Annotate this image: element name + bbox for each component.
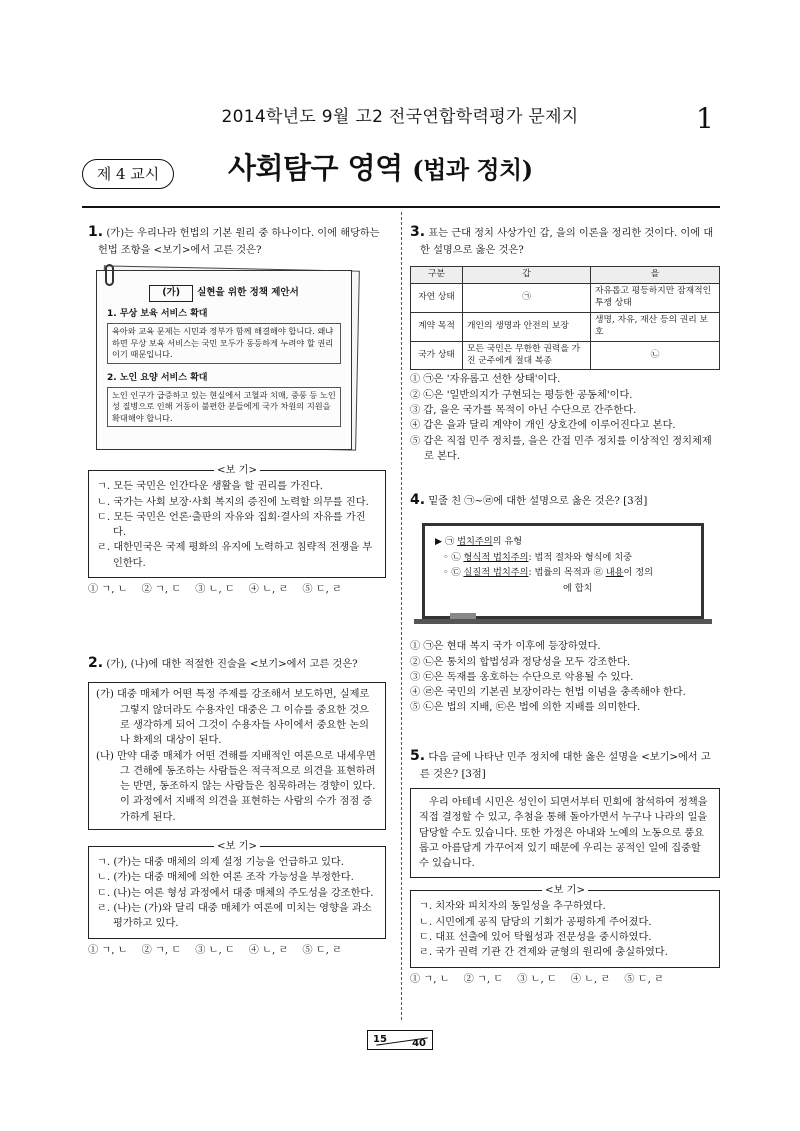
q4-options xyxy=(410,639,720,715)
proposal-label-ga: (가) xyxy=(149,285,193,301)
subject-name: 사회탐구 영역 xyxy=(228,151,403,185)
board-line-2: ◦ ㉡ 형식적 법치주의: 법적 절차와 형식에 치중 xyxy=(443,551,633,563)
table-header-row xyxy=(411,267,720,284)
exam-title: 2014학년도 9월 고2 전국연합학력평가 문제지 xyxy=(221,107,579,127)
q2-choice-5[interactable]: ⑤ ㄷ, ㄹ xyxy=(302,944,342,956)
q5-choice-1[interactable]: ① ㄱ, ㄴ xyxy=(410,973,450,985)
q1-choice-1[interactable]: ① ㄱ, ㄴ xyxy=(88,584,128,596)
q5-bogi-title: <보 기> xyxy=(411,883,719,898)
subject-title xyxy=(228,147,533,191)
q4-option-1[interactable]: ① ㉠은 현대 복지 국가 이후에 등장하였다. xyxy=(410,641,601,653)
question-3-stem xyxy=(410,222,720,258)
question-2-stem xyxy=(88,653,386,674)
q5-choice-3[interactable]: ③ ㄴ, ㄷ xyxy=(517,973,557,985)
board-line-4: 에 합치 xyxy=(563,583,593,595)
column-divider xyxy=(401,212,402,1020)
q2-passage-na: (나) 만약 대중 매체가 어떤 견해를 지배적인 여론으로 내세우면 그 견해에 동조하는 사람들은 적극적으로 의견을 표현하려는 반면, 동조하지 않는 사람들은 침묵하려는 경향이 있다. 이 과정에서 지배적 의견을 표현하는 사람의 수가 점점 증가하게 된다. xyxy=(96,750,376,823)
question-5-text: 다음 글에 나타난 민주 정치에 대한 옳은 설명을 <보기>에서 고른 것은? [3점] xyxy=(420,751,711,780)
q5-bogi-box xyxy=(410,885,720,967)
table-row xyxy=(411,312,720,341)
question-4-stem xyxy=(410,490,720,511)
q2-choices xyxy=(88,943,386,958)
question-4-text: 밑줄 친 ㉠~㉣에 대한 설명으로 옳은 것은? [3점] xyxy=(428,496,648,508)
sheet-front xyxy=(96,270,352,450)
q4-option-4[interactable]: ④ ㉣은 국민의 기본권 보장이라는 헌법 이념을 충족해야 한다. xyxy=(410,687,686,699)
table-header-cell: 갑 xyxy=(463,267,591,284)
question-4 xyxy=(410,490,720,715)
question-3-number: 3. xyxy=(410,224,426,240)
section-1-body: 육아와 교육 문제는 시민과 정부가 함께 해결해야 합니다. 왜냐하면 무상 보육 서비스는 국민 모두가 동등하게 누려야 할 권리이기 때문입니다. xyxy=(107,323,341,363)
table-cell: 자유롭고 평등하지만 잠재적인 투쟁 상태 xyxy=(591,284,720,313)
q2-bogi-item: ㄹ. (나)는 (가)와 달리 대중 매체가 여론에 미치는 영향을 과소평가하고 있다. xyxy=(97,902,372,930)
board-ledge xyxy=(414,619,712,624)
blackboard xyxy=(422,523,704,619)
question-3-text: 표는 근대 정치 사상가인 갑, 을의 이론을 정리한 것이다. 이에 대한 설명으로 옳은 것은? xyxy=(420,228,714,256)
q1-bogi-item: ㄱ. 모든 국민은 인간다운 생활을 할 권리를 가진다. xyxy=(97,481,323,493)
q2-bogi-title: <보 기> xyxy=(89,839,385,854)
q4-option-5[interactable]: ⑤ ㉡은 법의 지배, ㉢은 법에 의한 지배를 의미한다. xyxy=(410,702,641,714)
table-row xyxy=(411,341,720,370)
q5-choice-4[interactable]: ④ ㄴ, ㄹ xyxy=(570,973,611,985)
question-5 xyxy=(410,746,720,987)
table-cell: 생명, 자유, 재산 등의 권리 보호 xyxy=(591,312,720,341)
q2-choice-4[interactable]: ④ ㄴ, ㄹ xyxy=(248,944,289,956)
table-header-cell: 을 xyxy=(591,267,720,284)
q1-bogi-title: <보 기> xyxy=(89,463,385,478)
q2-bogi-box xyxy=(88,841,386,938)
q1-choice-2[interactable]: ② ㄱ, ㄷ xyxy=(141,584,182,596)
q1-choice-3[interactable]: ③ ㄴ, ㄷ xyxy=(195,584,235,596)
q1-bogi-item: ㄹ. 대한민국은 국제 평화의 유지에 노력하고 침략적 전쟁을 부인한다. xyxy=(97,542,373,569)
header-rule xyxy=(82,206,720,208)
question-1-text: (가)는 우리나라 헌법의 기본 원리 중 하나이다. 이에 해당하는 헌법 조항을 <보기>에서 고른 것은? xyxy=(98,228,380,256)
q1-choices xyxy=(88,582,386,597)
section-2-body: 노인 인구가 급증하고 있는 현실에서 고혈과 치매, 중풍 등 노인성 질병으로 인해 거동이 불편한 분들에게 국가 차원의 지원을 확대해야 합니다. xyxy=(107,387,341,427)
q3-options xyxy=(410,372,720,464)
proposal-heading xyxy=(107,285,341,301)
q4-option-2[interactable]: ② ㉡은 통치의 합법성과 정당성을 모두 강조한다. xyxy=(410,656,631,668)
q1-bogi-item: ㄴ. 국가는 사회 보장·사회 복지의 증진에 노력할 의무를 진다. xyxy=(97,496,369,508)
q2-bogi-item: ㄱ. (가)는 대중 매체의 의제 설정 기능을 언급하고 있다. xyxy=(97,857,344,869)
q1-choice-5[interactable]: ⑤ ㄷ, ㄹ xyxy=(302,584,342,596)
q2-bogi-item: ㄴ. (가)는 대중 매체에 의한 여론 조작 가능성을 부정한다. xyxy=(97,872,354,884)
q3-option-3[interactable]: ③ 갑, 을은 국가를 목적이 아닌 수단으로 간주한다. xyxy=(410,405,637,417)
question-1 xyxy=(88,222,386,597)
period-badge: 제 4 교시 xyxy=(82,159,174,189)
q5-passage-box: 우리 아테네 시민은 성인이 되면서부터 민회에 참석하여 정책을 직접 결정할 수 있고, 추첨을 통해 돌아가면서 누구나 나라의 일을 담당할 수도 있습니다. 또한 가정은 아내와 노예의 노동으로 풍요롭고 아름답게 가꾸어져 있기 때문에 우리는 공적인 일에 집중할 수 있습니다. xyxy=(410,788,720,878)
question-4-number: 4. xyxy=(410,492,426,509)
subject-paren: (법과 정치) xyxy=(412,155,533,184)
page-number: 1 xyxy=(696,102,714,135)
page-current: 15 xyxy=(373,1034,387,1045)
table-cell: ㉠ xyxy=(463,284,591,313)
proposal-heading-text: 실현을 위한 정책 제안서 xyxy=(197,287,299,299)
paper-clip-icon xyxy=(105,264,114,286)
q2-choice-1[interactable]: ① ㄱ, ㄴ xyxy=(88,944,128,956)
question-5-number: 5. xyxy=(410,747,426,764)
table-cell: ㉡ xyxy=(591,341,720,370)
section-1-title: 1. 무상 보육 서비스 확대 xyxy=(107,308,208,319)
question-2-text: (가), (나)에 대한 적절한 진술을 <보기>에서 고른 것은? xyxy=(106,659,358,671)
page-indicator xyxy=(367,1030,433,1050)
q4-option-3[interactable]: ③ ㉢은 독재를 옹호하는 수단으로 악용될 수 있다. xyxy=(410,671,634,683)
q3-option-5[interactable]: ⑤ 갑은 직접 민주 정치를, 을은 간접 민주 정치를 이상적인 정치체제로 본다. xyxy=(410,435,712,462)
q5-choices xyxy=(410,972,720,987)
table-row xyxy=(411,284,720,313)
thinker-table xyxy=(410,266,720,370)
q2-passage-ga: (가) 대중 매체가 어떤 특정 주제를 강조해서 보도하면, 실제로 그렇지 않더라도 수용자인 대중은 그 이슈를 중요한 것으로 생각하게 되어 그것이 수용자들 사이에서 중요한 논의나 화제의 대상이 된다. xyxy=(96,689,370,747)
question-2 xyxy=(88,653,386,957)
q5-bogi-item: ㄷ. 대표 선출에 있어 탁월성과 전문성을 중시하였다. xyxy=(419,932,652,944)
left-column xyxy=(88,222,386,958)
table-cell: 개인의 생명과 안전의 보장 xyxy=(463,312,591,341)
q3-option-1[interactable]: ① ㉠은 '자유롭고 선한 상태'이다. xyxy=(410,374,561,386)
q1-choice-4[interactable]: ④ ㄴ, ㄹ xyxy=(248,584,289,596)
table-cell: 모든 국민은 무한한 권력을 가진 군주에게 절대 복종 xyxy=(463,341,591,370)
section-2-title: 2. 노인 요양 서비스 확대 xyxy=(107,372,208,383)
question-3 xyxy=(410,222,720,464)
table-cell: 계약 목적 xyxy=(411,312,463,341)
table-header-cell: 구분 xyxy=(411,267,463,284)
q3-option-4[interactable]: ④ 갑은 을과 달리 계약이 개인 상호간에 이루어진다고 본다. xyxy=(410,420,676,432)
question-1-stem xyxy=(88,222,386,258)
board-line-3: ◦ ㉢ 실질적 법치주의: 법률의 목적과 ㉣ 내용이 정의 xyxy=(443,567,654,579)
q5-bogi-item: ㄹ. 국가 권력 기관 간 견제와 균형의 원리에 충실하였다. xyxy=(419,947,668,959)
q5-bogi-item: ㄱ. 치자와 피치자의 동일성을 추구하였다. xyxy=(419,901,606,913)
blackboard-figure xyxy=(410,519,720,629)
q5-choice-2[interactable]: ② ㄱ, ㄷ xyxy=(463,973,504,985)
q2-passage-box xyxy=(88,682,386,830)
right-column xyxy=(410,222,720,987)
proposal-document xyxy=(88,264,386,456)
question-2-number: 2. xyxy=(88,655,104,672)
q5-bogi-item: ㄴ. 시민에게 공직 담당의 기회가 공평하게 주어졌다. xyxy=(419,916,652,928)
q2-choice-3[interactable]: ③ ㄴ, ㄷ xyxy=(195,944,235,956)
q2-bogi-item: ㄷ. (나)는 여론 형성 과정에서 대중 매체의 주도성을 강조한다. xyxy=(97,887,374,899)
board-line-1: ▶ ㉠ 법치주의의 유형 xyxy=(435,536,523,548)
page-total: 40 xyxy=(412,1038,426,1049)
eraser-icon xyxy=(450,613,476,619)
q2-choice-2[interactable]: ② ㄱ, ㄷ xyxy=(141,944,182,956)
table-cell: 자연 상태 xyxy=(411,284,463,313)
question-5-stem xyxy=(410,746,720,782)
q1-bogi-box xyxy=(88,465,386,578)
q1-bogi-item: ㄷ. 모든 국민은 언론·출판의 자유와 집회·결사의 자유를 가진다. xyxy=(97,511,366,539)
q5-choice-5[interactable]: ⑤ ㄷ, ㄹ xyxy=(624,973,664,985)
question-1-number: 1. xyxy=(88,224,104,240)
q3-option-2[interactable]: ② ㉡은 '일반의지가 구현되는 평등한 공동체'이다. xyxy=(410,389,633,401)
table-cell: 국가 상태 xyxy=(411,341,463,370)
